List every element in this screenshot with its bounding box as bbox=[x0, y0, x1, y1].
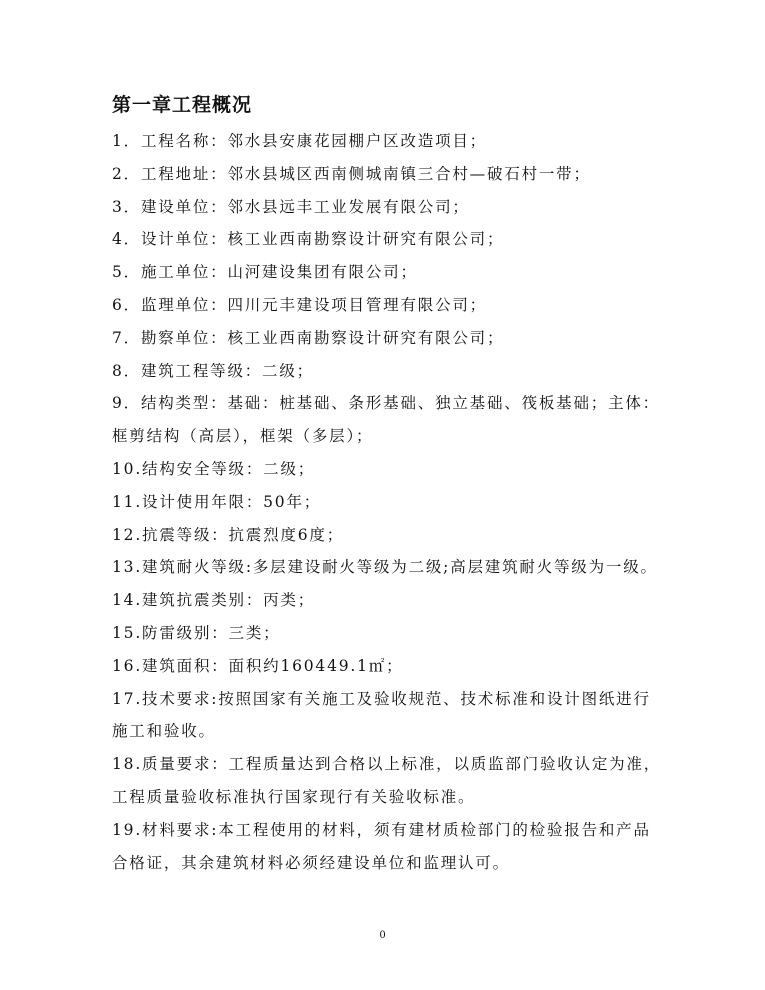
list-item bbox=[112, 584, 662, 617]
item-line: 5．施工单位：山河建设集团有限公司； bbox=[112, 263, 418, 282]
list-item bbox=[112, 453, 662, 486]
item-line: 合格证，其余建筑材料必须经建设单位和监理认可。 bbox=[112, 853, 510, 872]
list-item bbox=[112, 355, 662, 388]
chapter-title: 第一章工程概况 bbox=[112, 94, 253, 116]
item-line: 施工和验收。 bbox=[112, 722, 216, 741]
item-line: 工程质量验收标准执行国家现行有关验收标准。 bbox=[112, 787, 476, 806]
item-line: 17.技术要求:按照国家有关施工及验收规范、技术标准和设计图纸进行 bbox=[112, 689, 651, 708]
item-line: 15.防雷级别：三类； bbox=[112, 623, 281, 642]
list-item bbox=[112, 683, 662, 749]
item-line: 13.建筑耐火等级:多层建设耐火等级为二级;高层建筑耐火等级为一级。 bbox=[112, 558, 658, 577]
list-item bbox=[112, 519, 662, 552]
item-line: 1．工程名称：邻水县安康花园棚户区改造项目； bbox=[112, 132, 487, 150]
item-line: 16.建筑面积：面积约160449.1㎡； bbox=[112, 656, 404, 675]
list-item bbox=[112, 551, 662, 584]
list-item bbox=[112, 814, 662, 880]
list-item bbox=[112, 617, 662, 650]
item-line: 12.抗震等级：抗震烈度6度； bbox=[112, 525, 345, 544]
list-item bbox=[112, 289, 662, 322]
list-item bbox=[112, 387, 662, 453]
list-item bbox=[112, 191, 662, 224]
item-line: 3．建设单位：邻水县远丰工业发展有限公司； bbox=[112, 197, 470, 216]
item-line: 7．勘察单位：核工业西南勘察设计研究有限公司； bbox=[112, 328, 505, 347]
list-item bbox=[112, 256, 662, 289]
page-number: 0 bbox=[379, 930, 386, 941]
list-item bbox=[112, 125, 662, 158]
item-line: 10.结构安全等级：二级； bbox=[112, 459, 316, 478]
item-line: 11.设计使用年限：50年； bbox=[112, 492, 322, 511]
item-line: 2．工程地址：邻水县城区西南侧城南镇三合村—破石村一带； bbox=[112, 164, 591, 183]
item-line: 框剪结构（高层），框架（多层）； bbox=[112, 427, 374, 446]
item-line: 8．建筑工程等级：二级； bbox=[112, 361, 314, 380]
list-item bbox=[112, 486, 662, 519]
list-item bbox=[112, 650, 662, 683]
item-line: 9．结构类型：基础：桩基础、条形基础、独立基础、筏板基础；主体： bbox=[112, 394, 660, 413]
list-item bbox=[112, 322, 662, 355]
item-line: 18.质量要求：工程质量达到合格以上标准，以质监部门验收认定为准， bbox=[112, 755, 662, 774]
list-item bbox=[112, 748, 662, 814]
item-line: 6．监理单位：四川元丰建设项目管理有限公司； bbox=[112, 295, 487, 314]
item-line: 14.建筑抗震类别：丙类； bbox=[112, 591, 316, 610]
item-line: 19.材料要求:本工程使用的材料，须有建材质检部门的检验报告和产品 bbox=[112, 820, 651, 839]
list-item bbox=[112, 158, 662, 191]
list-item bbox=[112, 223, 662, 256]
item-list bbox=[112, 125, 662, 879]
item-line: 4．设计单位：核工业西南勘察设计研究有限公司； bbox=[112, 230, 505, 249]
